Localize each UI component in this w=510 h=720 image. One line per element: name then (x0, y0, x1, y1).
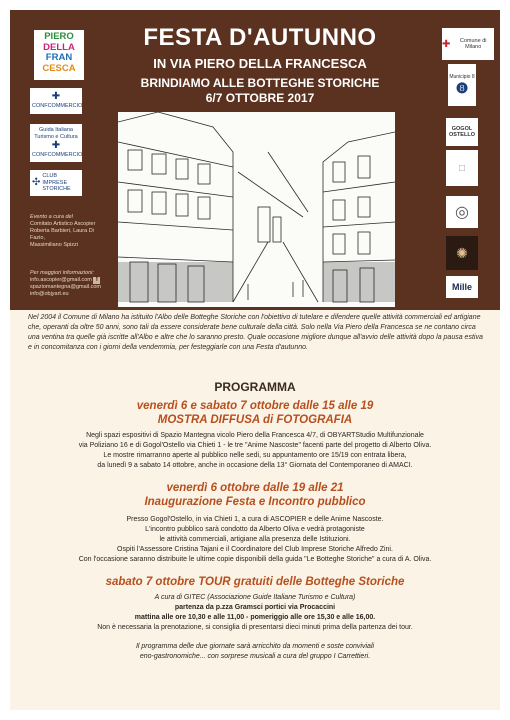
facebook-icon[interactable]: f (93, 277, 100, 284)
comune-di-milano-logo: ✚ Comune di Milano (442, 28, 494, 60)
email-link-ascopier[interactable]: info.ascopier@gmail.com (30, 277, 92, 283)
event-poster (10, 10, 500, 710)
section3-line4: Non è necessaria la prenotazione, si consiglia di presentarsi dieci minuti prima della partenza dei tour. (97, 624, 413, 631)
gitec-logo: Guida Italiana Turismo e Cultura ✚ CONFCOMMERCIO (30, 124, 82, 162)
club-imprese-storiche-logo: ✣ CLUB IMPRESE STORICHE (30, 170, 82, 196)
municipio-8-logo: Municipio 8 ❽ (448, 64, 476, 106)
partner-logo-blank (446, 150, 478, 186)
anime-icon: ✺ (456, 244, 468, 261)
section3-heading: sabato 7 ottobre TOUR gratuiti delle Botteghe Storiche (105, 576, 405, 588)
club-icon: ✣ (32, 177, 41, 188)
section2-line3: le attività commerciali, artigiane alla presenza delle Istituzioni. (159, 536, 351, 543)
poster-subtitle-brindiamo: BRINDIAMO ALLE BOTTEGHE STORICHE (140, 76, 380, 90)
gitec-icon: ✚ (51, 140, 61, 151)
mille-logo: Mille (446, 276, 478, 298)
spiral-logo (446, 196, 478, 228)
section2-line2: L'incontro pubblico sarà condotto da Alberto Oliva e vedrà protagoniste (145, 526, 365, 533)
section2-line4: Ospiti l'Assessore Cristina Tajani e il Coordinatore del Club Imprese Storiche Alfredo Zini. (117, 546, 393, 553)
closing-line1: Il programma delle due giornate sarà arricchito da momenti e soste conviviali (135, 643, 375, 650)
gogol-ostello-logo: GOGOL OSTELLO (446, 118, 478, 146)
section2-heading-title: Inaugurazione Festa e Incontro pubblico (144, 496, 366, 508)
street-sketch-illustration (118, 112, 395, 307)
section1-line4: da lunedì 9 a sabato 14 ottobre, anche in occasione della 13° Giornata del Contemporaneo di AMACI. (97, 462, 413, 469)
section2-line1: Presso Gogol'Ostello, in via Chieti 1, a cura di ASCOPIER e delle Anime Nascoste. (126, 516, 384, 523)
poster-title: FESTA D'AUTUNNO (143, 24, 377, 51)
confcommercio-logo: ✚ CONFCOMMERCIO (30, 88, 82, 114)
more-info-block: Per maggiori informazioni: info.ascopier@gmail.com f spaziomantegna@gmail.com info@objyart.eu (30, 270, 110, 298)
piero-della-francesca-logo: PIERO DELLA FRAN CESCA (34, 30, 84, 80)
section1-line1: Negli spazi espositivi di Spazio Mantegna vicolo Piero della Francesca 4/7, di OBYARTStudio Multifunzionale (86, 432, 424, 439)
section3-line3: mattina alle ore 10,30 e alle 11,00 - pomeriggio alle ore 15,30 e alle 16,00. (134, 614, 376, 621)
confcommercio-icon: ✚ (51, 91, 61, 102)
section3-line1: A cura di GITEC (Associazione Guide Italiane Turismo e Cultura) (154, 594, 356, 601)
email-link-objyart[interactable]: info@objyart.eu (30, 291, 69, 297)
poster-dates: 6/7 OTTOBRE 2017 (205, 91, 315, 105)
section2-line5: Con l'occasione saranno distribuite le ultime copie disponibili della guida "Le Botteghe Storiche" a cura di A. Oliva. (78, 556, 432, 563)
section1-line2: via Poliziano 16 e di Gogol'Ostello via Chieti 1 - le tre "Anime Nascoste" facenti parte del progetto di Alberto Oliva. (78, 442, 432, 449)
program-title: PROGRAMMA (214, 380, 296, 394)
section3-line2: partenza da p.zza Gramsci portici via Procaccini (174, 604, 336, 611)
municipio-shield-icon: ❽ (455, 79, 469, 96)
email-link-mantegna[interactable]: spaziomantegna@gmail.com (30, 284, 102, 290)
header-band (10, 10, 500, 310)
poster-subtitle-street: IN VIA PIERO DELLA FRANCESCA (153, 56, 367, 71)
partner-placeholder-icon: □ (458, 162, 466, 174)
section1-line3: Le mostre rimarranno aperte al pubblico nelle sedi, su appuntamento ore 15/19 con entrata libera, (103, 452, 407, 459)
section1-heading-title: MOSTRA DIFFUSA di FOTOGRAFIA (157, 414, 353, 426)
section1-heading-dates: venerdì 6 e sabato 7 ottobre dalle 15 alle 19 (136, 400, 374, 412)
curated-by-block: Evento a cura del Comitato Artistico Ascopier Roberta Barbieri, Laura Di Fazio, Massimiliano Spizzi (30, 214, 96, 248)
anime-nascoste-logo (446, 236, 478, 270)
section2-heading-dates: venerdì 6 ottobre dalle 19 alle 21 (166, 482, 344, 494)
intro-paragraph: Nel 2004 il Comune di Milano ha istituito l'Albo delle Botteghe Storiche con l'obiettivo di tutelare e difendere quelle attività commerciali ed artigiane che, operanti da oltre 50 anni, sono tali da essere considerate bene culturale della città. Solo nella Via Piero della Francesca se ne contano circa una ventina tra quelle già iscritte all'Albo e altre che lo saranno presto. Quale occasione migliore dunque all'avvio delle attività dopo la pausa estiva e in concomitanza con i giorni della vendemmia, per festeggiarle con una Festa d'autunno. (28, 314, 483, 351)
milano-crest-icon: ✚ (442, 38, 451, 50)
street-sketch-svg (118, 112, 395, 307)
spiral-icon: ◎ (455, 204, 469, 221)
closing-line2: eno-gastronomiche... con sorprese musicali a cura del gruppo I Carrettieri. (139, 653, 371, 660)
